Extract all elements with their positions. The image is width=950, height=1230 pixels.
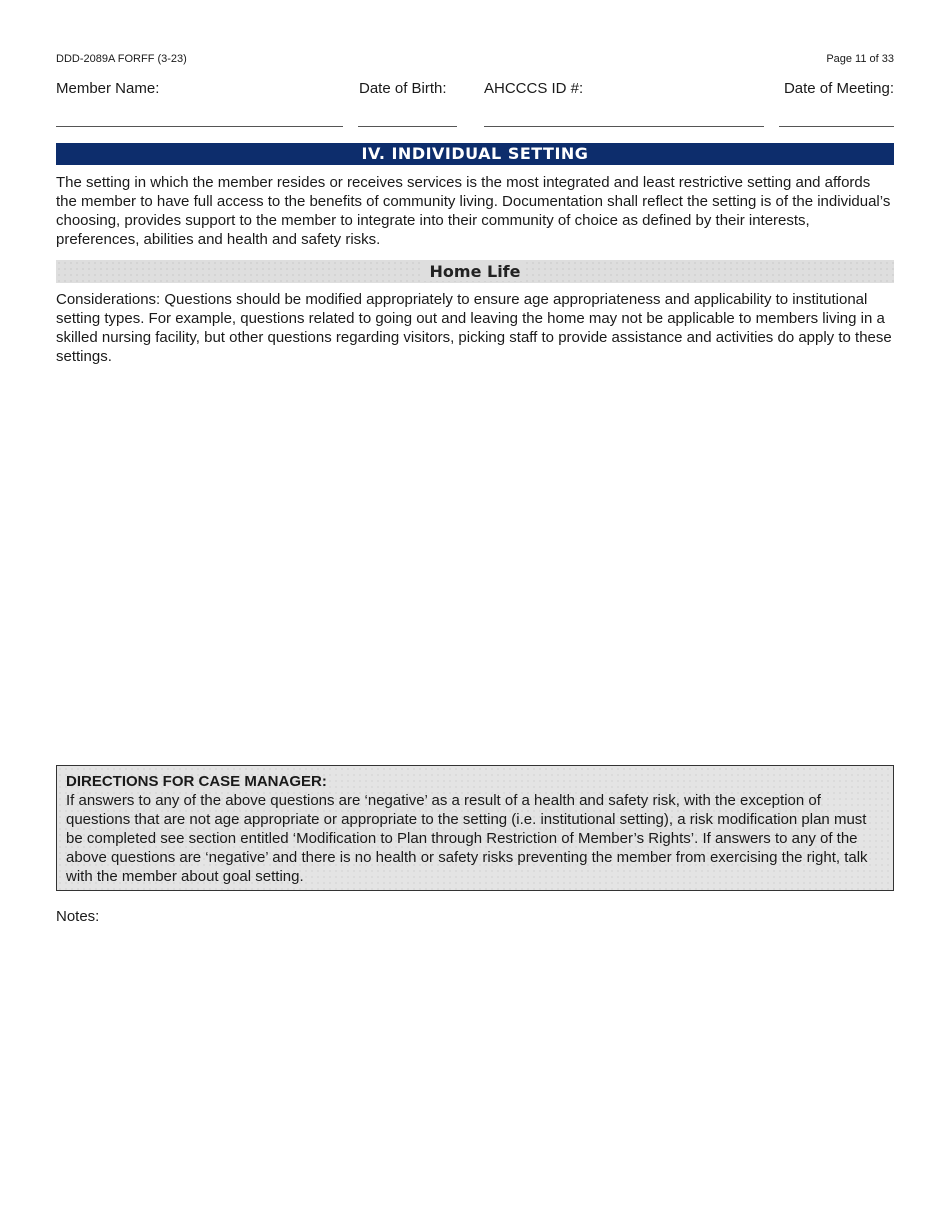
date-of-meeting-label: Date of Meeting:	[783, 80, 894, 97]
date-of-birth-field[interactable]	[358, 126, 457, 127]
member-name-label: Member Name:	[56, 80, 160, 97]
date-of-meeting-field[interactable]	[779, 126, 894, 127]
directions-box	[56, 765, 894, 891]
directions-title: DIRECTIONS FOR CASE MANAGER:	[66, 773, 327, 790]
form-id: DDD-2089A FORFF (3-23)	[56, 53, 187, 65]
date-of-birth-label: Date of Birth:	[359, 80, 447, 97]
home-life-header	[56, 260, 894, 283]
notes-label: Notes:	[56, 908, 100, 925]
considerations-text: Considerations: Questions should be modified appropriately to ensure age appropriateness and applicability to institutional setting types. For example, questions related to going out and leaving the home may not be applicable to members living in a skilled nursing facility, but other questions regarding visitors, picking staff to provide assistance and activities do apply to these settings.	[56, 291, 892, 365]
page-number: Page 11 of 33	[826, 53, 894, 65]
home-life-title: Home Life	[424, 262, 527, 281]
ahcccs-id-label: AHCCCS ID #:	[484, 80, 584, 97]
ahcccs-id-field[interactable]	[484, 126, 764, 127]
directions-text: If answers to any of the above questions are ‘negative’ as a result of a health and safety risk, with the exception of questions that are not age appropriate or appropriate to the setting (i.e. institutional setting), a risk modification plan must be completed see section entitled ‘Modification to Plan through Restriction of Member’s Rights’. If answers to any of the above questions are ‘negative’ and there is no health or safety risks preventing the member from exercising the right, talk with the member about goal setting.	[66, 792, 868, 885]
member-name-field[interactable]	[56, 126, 343, 127]
section-intro: The setting in which the member resides or receives services is the most integrated and least restrictive setting and affords the member to have full access to the benefits of community living. Documentation shall reflect the setting is of the individual’s choosing, provides support to the member to integrate into their community of choice as defined by their interests, preferences, abilities and health and safety risks.	[56, 174, 891, 248]
section-title: IV. INDIVIDUAL SETTING	[56, 143, 894, 165]
